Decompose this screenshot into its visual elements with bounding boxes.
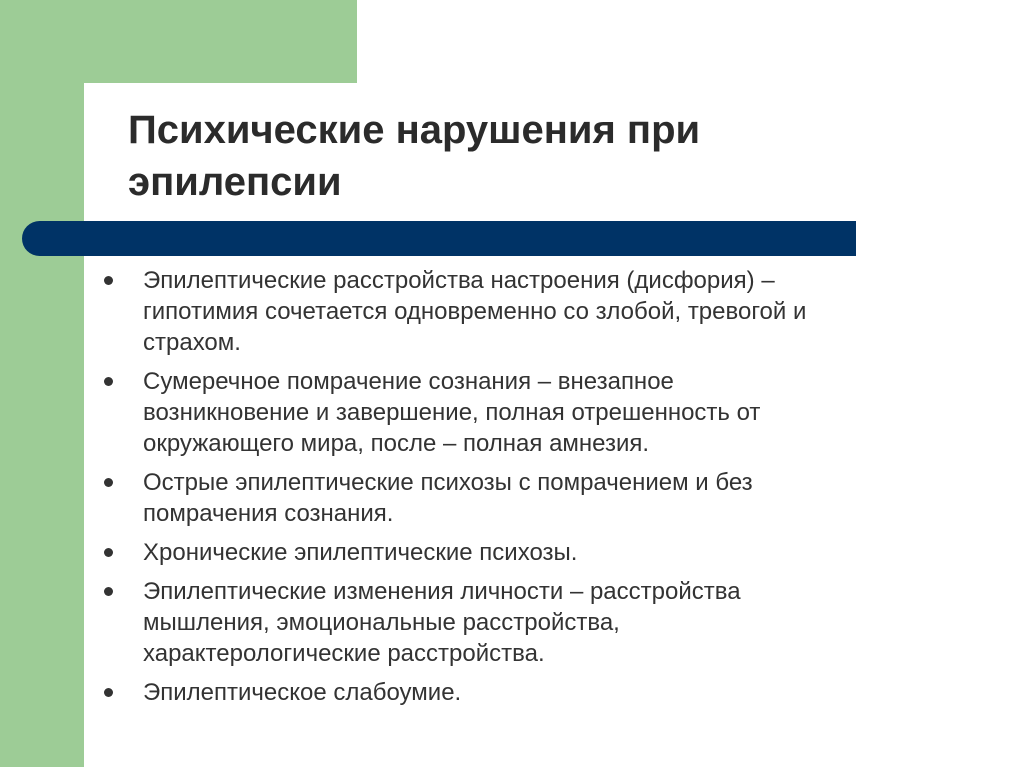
bullet-line: Сумеречное помрачение сознания – внезапное <box>143 368 674 395</box>
bullet-line: Острые эпилептические психозы с помрачением и без <box>143 469 753 496</box>
bullet-item <box>100 366 980 459</box>
bullet-text <box>143 467 980 529</box>
bullet-line: характерологические расстройства. <box>143 640 545 667</box>
slide-title-line-1: Психические нарушения при <box>128 108 701 152</box>
bullet-line: страхом. <box>143 329 241 356</box>
bullet-item <box>100 677 980 708</box>
title-divider-bar <box>22 221 856 256</box>
bullet-dot-icon <box>104 377 113 386</box>
green-top-panel <box>0 0 357 83</box>
bullet-line: окружающего мира, после – полная амнезия. <box>143 430 650 457</box>
bullet-text <box>143 265 980 358</box>
bullet-line: Эпилептическое слабоумие. <box>143 679 462 706</box>
bullet-item <box>100 576 980 669</box>
bullet-text <box>143 576 980 669</box>
bullet-dot-icon <box>104 587 113 596</box>
bullet-line: мышления, эмоциональные расстройства, <box>143 609 620 636</box>
slide-title-line-2: эпилепсии <box>128 160 342 204</box>
bullet-text <box>143 366 980 459</box>
slide-title <box>128 104 928 208</box>
bullet-line: Эпилептические изменения личности – расстройства <box>143 578 741 605</box>
bullet-dot-icon <box>104 478 113 487</box>
bullet-dot-icon <box>104 548 113 557</box>
bullet-text <box>143 677 980 708</box>
green-side-panel <box>0 0 84 767</box>
bullet-line: гипотимия сочетается одновременно со злобой, тревогой и <box>143 298 807 325</box>
bullet-line: Эпилептические расстройства настроения (дисфория) – <box>143 267 775 294</box>
bullet-list <box>100 265 980 716</box>
bullet-line: возникновение и завершение, полная отрешенность от <box>143 399 761 426</box>
bullet-dot-icon <box>104 688 113 697</box>
bullet-line: Хронические эпилептические психозы. <box>143 539 578 566</box>
bullet-dot-icon <box>104 276 113 285</box>
bullet-item <box>100 467 980 529</box>
bullet-line: помрачения сознания. <box>143 500 394 527</box>
bullet-text <box>143 537 980 568</box>
bullet-item <box>100 265 980 358</box>
bullet-item <box>100 537 980 568</box>
